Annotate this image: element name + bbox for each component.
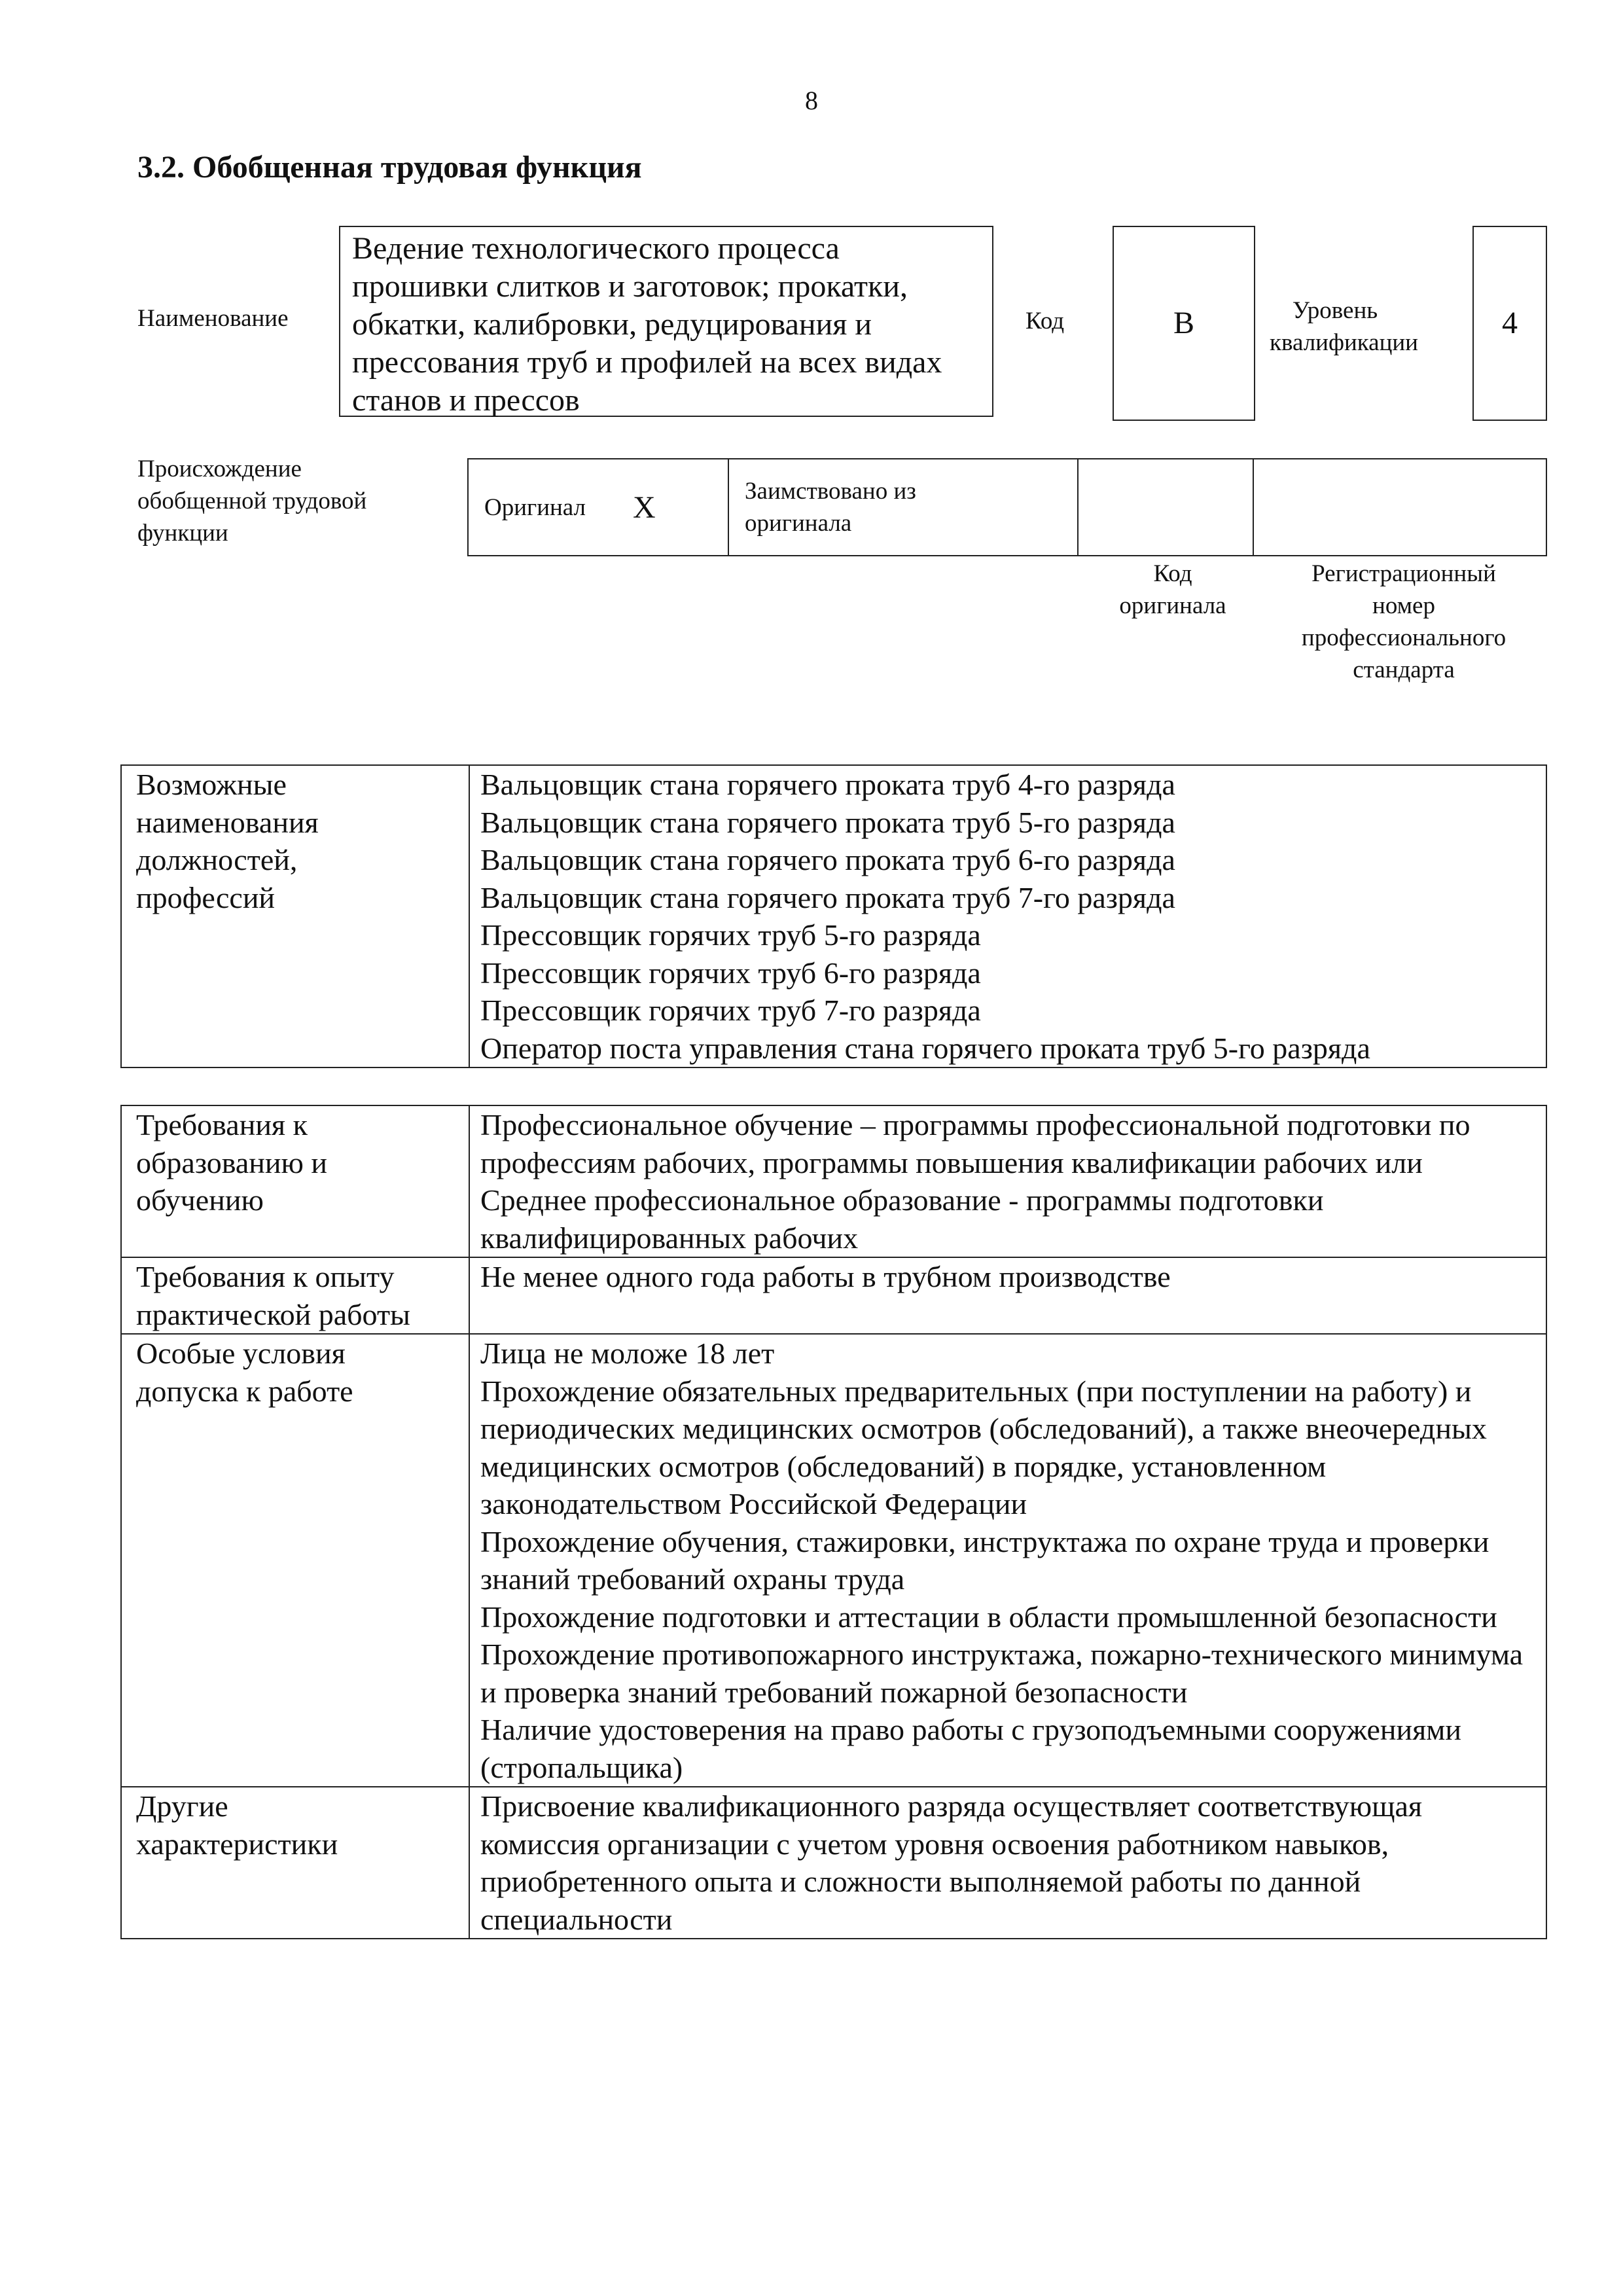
qualification-level-value: 4 bbox=[1502, 306, 1518, 340]
origin-original-cell bbox=[469, 459, 729, 555]
table-row bbox=[121, 1787, 1546, 1939]
function-name-box bbox=[339, 226, 993, 417]
positions-label-line: должностей, bbox=[136, 843, 298, 876]
reg-number-caption-line: номер bbox=[1372, 592, 1435, 619]
other-label-line: Другие bbox=[136, 1789, 228, 1823]
other-paragraph: Присвоение квалификационного разряда осуществляет соответствующая комиссия организации с учетом уровня освоения работником навыков, приобретенного опыта и сложности выполняемой работы по данной специальности bbox=[480, 1789, 1423, 1936]
special-conditions-value-cell bbox=[469, 1334, 1546, 1787]
origin-borrowed-line: Заимствовано из bbox=[745, 478, 916, 505]
positions-label-cell bbox=[121, 765, 469, 1067]
function-name-line: Ведение технологического процесса bbox=[352, 231, 840, 266]
experience-value-cell bbox=[469, 1257, 1546, 1334]
position-item: Вальцовщик стана горячего проката труб 4-го разряда bbox=[480, 768, 1175, 801]
origin-label-line: Происхождение bbox=[137, 456, 302, 482]
section-title: 3.2. Обобщенная трудовая функция bbox=[137, 150, 642, 185]
function-name-line: обкатки, калибровки, редуцирования и bbox=[352, 307, 872, 342]
positions-list-cell bbox=[469, 765, 1546, 1067]
positions-table bbox=[120, 764, 1547, 1068]
qualification-level-box bbox=[1472, 226, 1547, 421]
position-item: Вальцовщик стана горячего проката труб 5-го разряда bbox=[480, 805, 1175, 839]
reg-number-caption-line: профессионального bbox=[1301, 624, 1507, 651]
origin-original-label: Оригинал bbox=[484, 493, 586, 521]
function-name-line: прошивки слитков и заготовок; прокатки, bbox=[352, 269, 908, 304]
code-label: Код bbox=[1026, 308, 1065, 334]
education-paragraph: Профессиональное обучение – программы профессиональной подготовки по профессиям рабочих, программы повышения квалификации рабочих или bbox=[480, 1108, 1471, 1179]
positions-label-line: Возможные bbox=[136, 768, 287, 801]
qualification-level-label-line: квалификации bbox=[1270, 329, 1418, 356]
origin-table bbox=[467, 458, 1547, 556]
position-item: Прессовщик горячих труб 7-го разряда bbox=[480, 994, 981, 1027]
other-label-line: характеристики bbox=[136, 1827, 338, 1861]
position-item: Прессовщик горячих труб 6-го разряда bbox=[480, 956, 981, 990]
origin-label-line: обобщенной трудовой bbox=[137, 488, 367, 514]
education-label-line: Требования к bbox=[136, 1108, 308, 1141]
position-item: Прессовщик горячих труб 5-го разряда bbox=[480, 918, 981, 952]
name-label: Наименование bbox=[137, 305, 289, 332]
experience-label-line: Требования к опыту bbox=[136, 1260, 395, 1293]
page-number: 8 bbox=[805, 86, 818, 115]
education-label-cell bbox=[121, 1105, 469, 1257]
code-value-box bbox=[1113, 226, 1255, 421]
origin-code-cell bbox=[1079, 459, 1254, 555]
function-name-line: станов и прессов bbox=[352, 383, 580, 418]
education-label-line: обучению bbox=[136, 1183, 264, 1217]
function-name-line: прессования труб и профилей на всех видах bbox=[352, 345, 942, 380]
position-item: Оператор поста управления стана горячего проката труб 5-го разряда bbox=[480, 1031, 1370, 1065]
other-value-cell bbox=[469, 1787, 1546, 1939]
table-row bbox=[121, 1257, 1546, 1334]
special-conditions-paragraph: Прохождение противопожарного инструктажа, пожарно-технического минимума и проверка знаний требований пожарной безопасности bbox=[480, 1638, 1524, 1709]
experience-paragraph: Не менее одного года работы в трубном производстве bbox=[480, 1260, 1171, 1293]
special-conditions-paragraph: Лица не моложе 18 лет bbox=[480, 1336, 775, 1370]
special-conditions-paragraph: Прохождение обучения, стажировки, инструктажа по охране труда и проверки знаний требований охраны труда bbox=[480, 1524, 1489, 1596]
education-paragraph: Среднее профессиональное образование - программы подготовки квалифицированных рабочих bbox=[480, 1183, 1324, 1255]
special-conditions-paragraph: Прохождение подготовки и аттестации в области промышленной безопасности bbox=[480, 1600, 1497, 1634]
positions-label-line: профессий bbox=[136, 880, 276, 914]
positions-label-line: наименования bbox=[136, 805, 319, 839]
experience-label-cell bbox=[121, 1257, 469, 1334]
table-row bbox=[121, 765, 1546, 1067]
education-value-cell bbox=[469, 1105, 1546, 1257]
origin-label-line: функции bbox=[137, 520, 228, 547]
origin-borrowed-line: оригинала bbox=[745, 510, 852, 537]
requirements-table bbox=[120, 1105, 1547, 1939]
table-row bbox=[121, 1334, 1546, 1787]
other-label-cell bbox=[121, 1787, 469, 1939]
code-original-caption bbox=[1081, 558, 1264, 622]
code-original-caption-line: Код bbox=[1153, 560, 1192, 587]
special-conditions-label-line: Особые условия bbox=[136, 1336, 346, 1370]
special-conditions-paragraph: Прохождение обязательных предварительных (при поступлении на работу) и периодических медицинских осмотров (обследований), а также внеочередных медицинских осмотров (обследований) в порядке, установленном законодательством Российской Федерации bbox=[480, 1374, 1487, 1520]
education-label-line: образованию и bbox=[136, 1145, 327, 1179]
special-conditions-paragraph: Наличие удостоверения на право работы с грузоподъемными сооружениями (стропальщика) bbox=[480, 1713, 1461, 1784]
reg-number-caption bbox=[1263, 558, 1544, 686]
origin-reg-number-cell bbox=[1254, 459, 1546, 555]
code-value: B bbox=[1173, 306, 1194, 340]
position-item: Вальцовщик стана горячего проката труб 6-го разряда bbox=[480, 843, 1175, 876]
origin-borrowed-cell bbox=[729, 459, 1079, 555]
reg-number-caption-line: Регистрационный bbox=[1311, 560, 1496, 587]
experience-label-line: практической работы bbox=[136, 1297, 410, 1331]
origin-label bbox=[137, 453, 425, 549]
table-row bbox=[121, 1105, 1546, 1257]
origin-original-mark: X bbox=[633, 490, 656, 525]
qualification-level-label-line: Уровень bbox=[1292, 297, 1378, 324]
special-conditions-label-line: допуска к работе bbox=[136, 1374, 353, 1408]
reg-number-caption-line: стандарта bbox=[1353, 656, 1455, 683]
code-original-caption-line: оригинала bbox=[1119, 592, 1226, 619]
special-conditions-label-cell bbox=[121, 1334, 469, 1787]
position-item: Вальцовщик стана горячего проката труб 7-го разряда bbox=[480, 880, 1175, 914]
qualification-level-label bbox=[1270, 295, 1418, 359]
